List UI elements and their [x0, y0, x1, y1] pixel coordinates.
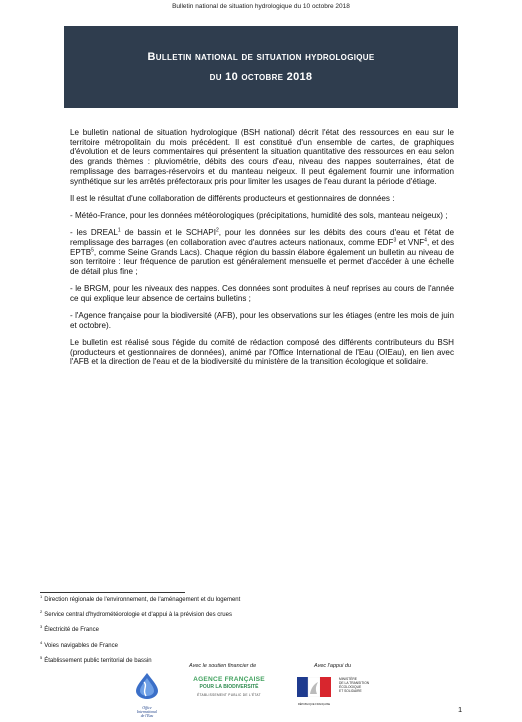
footnote-text: Établissement public territorial de bassin: [44, 657, 152, 664]
ministry-line: MINISTÈRE: [339, 677, 357, 681]
footnote-1: [40, 594, 480, 615]
footnote-ref-1[interactable]: 1: [117, 227, 121, 234]
footnote-number: 1: [40, 594, 43, 599]
footnote-3: [40, 624, 480, 642]
footnotes: [40, 594, 480, 673]
afb-line-3: ÉTABLISSEMENT PUBLIC DE L'ÉTAT: [197, 693, 261, 697]
footnote-2: [40, 609, 480, 630]
footnote-4: [40, 639, 480, 658]
footnote-number: 5: [40, 654, 43, 660]
paragraph-intro: Le bulletin national de situation hydrologique (BSH national) décrit l'état des ressources en eau sur le territoire métropolitain du mois précédent. Il est constitué d'un ensemble de cartes, de graphiques d'évolution et de leurs commentaires qui présentent la situation quantitative des ressources en eau selon des grands thèmes : pluviométrie, débits des cours d'eau, niveau des nappes souterraines, état de remplissage des barrages-réservoirs et du manteau neigeux. Il peut également fournir une information synthétique sur les arrêtés préfectoraux pris pour limiter les usages de l'eau durant la période d'étiage.: [70, 128, 454, 186]
afb-logo: [191, 676, 267, 697]
body-text: [70, 128, 454, 375]
running-header: Bulletin national de situation hydrologique du 10 octobre 2018: [172, 3, 350, 10]
text-run: de bassin et le SCHAPI: [120, 228, 216, 238]
footnote-ref-4[interactable]: 4: [424, 237, 427, 244]
footnote-ref-3[interactable]: 3: [393, 237, 397, 244]
paragraph-afb: - l'Agence française pour la biodiversité (AFB), pour les observations sur les étiages (entre les mois de juin et octobre).: [70, 311, 454, 330]
footnote-number: 2: [40, 609, 43, 615]
marianne-flag-icon: [297, 677, 331, 697]
footnote-number: 4: [40, 639, 43, 645]
footnote-text: Direction régionale de l'environnement, de l'aménagement et du logement: [44, 597, 241, 603]
footnote-separator: [40, 592, 185, 593]
footnote-text: Électricité de France: [44, 627, 99, 634]
oieau-caption: [124, 706, 170, 719]
title-line-1: Bulletin national de situation hydrologique: [147, 51, 375, 63]
republique-francaise-logo: [293, 677, 335, 707]
text-run: - les DREAL: [70, 228, 118, 238]
title-banner: [64, 26, 458, 108]
paragraph-meteo-france: - Météo-France, pour les données météorologiques (précipitations, humidité des sols, manteau neigeux) ;: [70, 210, 448, 220]
afb-line-1: AGENCE FRANÇAISE: [193, 676, 265, 683]
oieau-caption-line: International: [136, 710, 158, 715]
text-run: , et des EPTB: [70, 237, 454, 257]
ministry-line: ÉCOLOGIQUE: [339, 684, 362, 689]
oieau-caption-line: de l'Eau: [140, 714, 154, 719]
footnote-ref-2[interactable]: 2: [215, 227, 219, 234]
footnote-text: Service central d'hydrométéorologie et d'appui à la prévision des crues: [44, 612, 232, 619]
water-drop-icon: [132, 672, 162, 700]
text-run: , comme Seine Grands Lacs). Chaque région du bassin élabore également un bulletin au niveau de son territoire : leur fréquence de parution est généralement mensuelle et permet d'accéder à une échelle de détail plus fine ;: [70, 247, 454, 276]
afb-line-2: POUR LA BIODIVERSITÉ: [199, 684, 259, 690]
ministry-logo: [339, 678, 387, 694]
oieau-logo: [124, 672, 170, 718]
ministry-line: DE LA TRANSITION: [339, 680, 370, 685]
text-run: , pour les données sur les débits des cours d'eau et l'état de remplissage des barrages (en collaboration avec d'autres acteurs nationaux, comme EDF: [70, 228, 454, 247]
support-label: Avec l'appui du: [314, 663, 352, 669]
paragraph-dreal: [70, 228, 454, 277]
page-number: 1: [458, 705, 463, 714]
funding-label: Avec le soutien financier de: [189, 663, 257, 669]
paragraph-editorial: Le bulletin est réalisé sous l'égide du comité de rédaction composé des différents contributeurs du BSH (producteurs et gestionnaires de données), animé par l'Office International de l'Eau (OIEau), en lien avec l'AFB et la direction de l'eau et de la biodiversité du ministère de la transition écologique et solidaire.: [70, 337, 454, 367]
rf-caption: RÉPUBLIQUE FRANÇAISE: [297, 703, 331, 706]
footnote-ref-5[interactable]: 5: [91, 246, 94, 253]
paragraph-brgm: - le BRGM, pour les niveaux des nappes. Ces données sont produites à neuf reprises au cours de l'année ce qui explique leur absence de certains bulletins ;: [70, 284, 454, 303]
paragraph-collaboration: Il est le résultat d'une collaboration de différents producteurs et gestionnaires de données :: [70, 193, 395, 203]
footnote-5: [40, 654, 480, 673]
footnote-text: Voies navigables de France: [44, 642, 118, 649]
text-run: et VNF: [396, 237, 425, 247]
oieau-caption-line: Office: [142, 706, 152, 710]
ministry-line: ET SOLIDAIRE: [339, 688, 362, 693]
footnote-number: 3: [40, 624, 43, 630]
title-line-2: du 10 octobre 2018: [209, 71, 313, 83]
